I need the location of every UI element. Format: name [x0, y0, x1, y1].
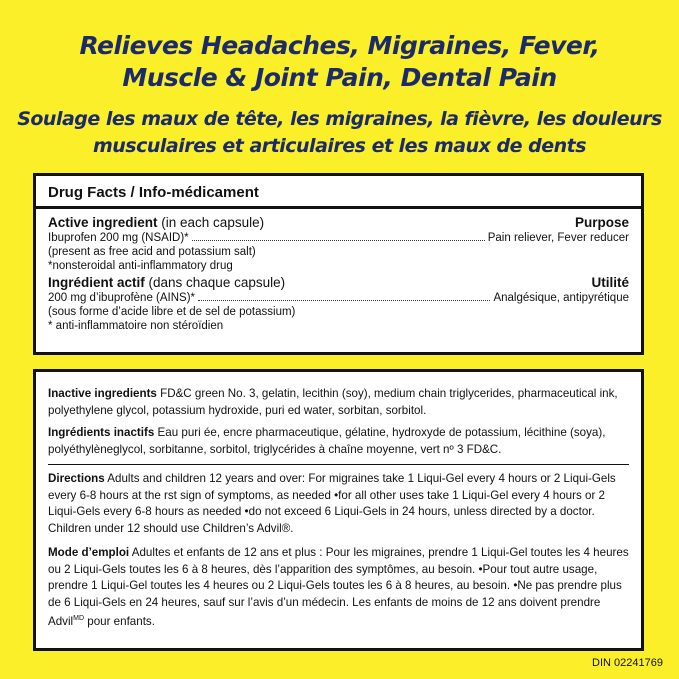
headline-en-line1: Relieves Headaches, Migraines, Fever,	[79, 31, 600, 60]
headline-fr-line1: Soulage les maux de tête, les migraines, la fièvre, les douleurs	[17, 108, 662, 130]
ingredient-en: Ibuprofen 200 mg (NSAID)*	[48, 232, 189, 244]
active-ingredient-subheading: (in each capsule)	[157, 215, 265, 230]
ingredient-note-fr-2: * anti-inflammatoire non stéroïdien	[48, 320, 224, 332]
active-ingredient-fr	[36, 273, 641, 333]
active-ingredient-heading: Active ingredient	[48, 215, 158, 230]
directions-en: Directions Adults and children 12 years and over: For migraines take 1 Liqui-Gel every 4 hours or 2 Liqui-Gels every 6-8 hours at the rst sign of symptoms, as needed •for all other uses take 1 Liqui-Gel every 4 hours or 2 Liqui-Gels every 6-8 hours as needed •do not exceed 6 Liqui-Gels in 24 hours, unless directed by a doctor. Children under 12 should use Children’s Advil®.	[48, 472, 616, 535]
utilite-heading: Utilité	[591, 275, 629, 290]
headline-en-line2: Muscle & Joint Pain, Dental Pain	[122, 63, 557, 92]
purpose-fr: Analgésique, antipyrétique	[493, 292, 629, 304]
ingredient-actif-subheading: (dans chaque capsule)	[144, 275, 286, 290]
headline-fr-line2: musculaires et articulaires et les maux de dents	[92, 135, 587, 157]
ingredient-fr: 200 mg d’ibuprofène (AINS)*	[48, 292, 196, 304]
inactive-ingredients-en: Inactive ingredients FD&C green No. 3, gelatin, lecithin (soy), medium chain triglycerides, pharmaceutical ink, polyethylene glycol, potassium hydroxide, puri ed water, sorbitan, sorbitol.	[48, 387, 618, 417]
inactive-ingredients-fr: Ingrédients inactifs Eau puri ée, encre pharmaceutique, gélatine, hydroxyde de potassium, lécithine (soya), polyéthylèneglycol, sorbitanne, sorbitol, triglycérides à chaîne moyenne, vert nº 3 FD&C.	[48, 426, 606, 456]
din-number: DIN 02241769	[592, 657, 663, 669]
purpose-en: Pain reliever, Fever reducer	[487, 232, 629, 244]
headline-french	[0, 106, 679, 160]
ingredient-note-en-1: (present as free acid and potassium salt)	[48, 246, 256, 258]
leader-dots	[192, 239, 485, 241]
section-divider	[48, 464, 629, 465]
ingredient-note-en-2: *nonsteroidal anti-inflammatory drug	[48, 260, 233, 272]
drug-facts-title: Drug Facts / Info-médicament	[36, 176, 641, 209]
active-ingredient-en	[36, 209, 641, 273]
drug-facts-panel	[33, 173, 644, 355]
ingredients-directions-panel	[33, 369, 644, 651]
leader-dots	[198, 299, 490, 301]
headline-english	[0, 30, 679, 94]
directions-fr: Mode d’emploi Adultes et enfants de 12 ans et plus : Pour les migraines, prendre 1 Liqui-Gel toutes les 4 heures ou 2 Liqui-Gels toutes les 6 à 8 heures, dès l’apparition des symptômes, au besoin. •Pour tout autre usage, prendre 1 Liqui-Gel toutes les 4 heures ou 2 Liqui-Gels toutes les 6 à 8 heures, au besoin. •Ne pas prendre plus de 6 Liqui-Gels en 24 heures, sauf sur l’avis d’un médecin. Les enfants de moins de 12 ans doivent prendre Advil$^{MD}$ pour enfants.	[48, 546, 629, 628]
purpose-heading: Purpose	[574, 215, 629, 230]
ingredient-actif-heading: Ingrédient actif	[48, 275, 145, 290]
ingredient-note-fr-1: (sous forme d’acide libre et de sel de potassium)	[48, 306, 296, 318]
